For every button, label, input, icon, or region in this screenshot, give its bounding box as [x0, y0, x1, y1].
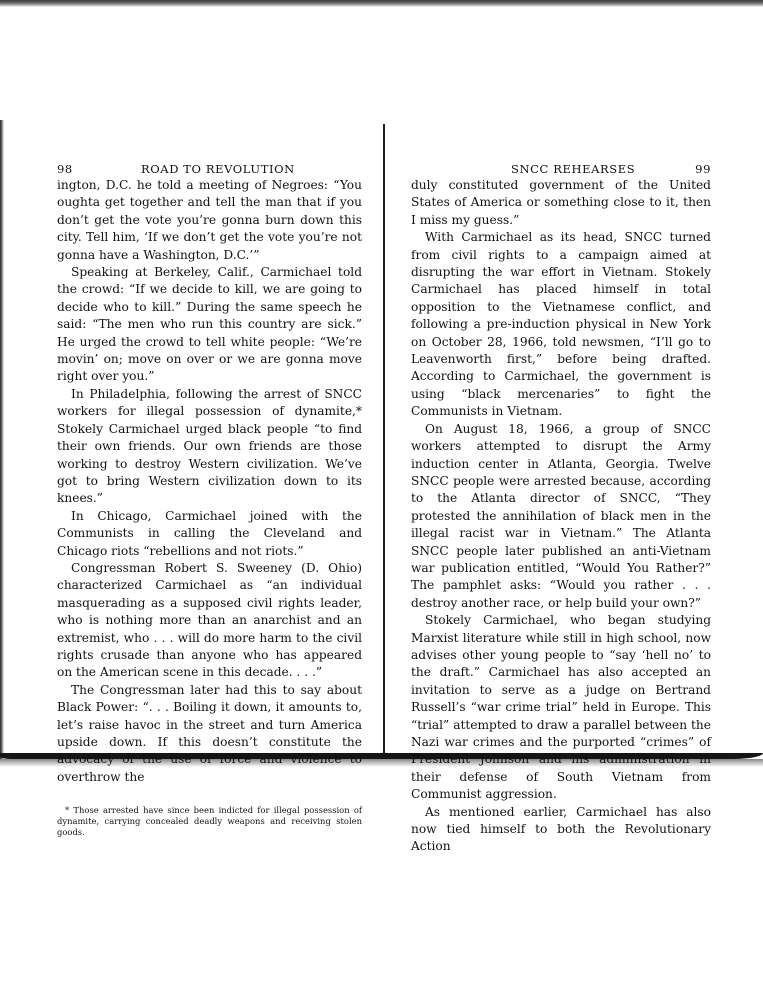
paragraph: On August 18, 1966, a group of SNCC workers attempted to disrupt the Army induction center in Atlanta, Georgia. Twelve SNCC people were arrested because, according to the Atlanta director of SNCC, “They protested the annihilation of black men in the illegal racist war in Vietnam.” The Atlanta SNCC people later published an anti-Vietnam war publication entitled, “Would You Rather?” The pamphlet asks: “Would you rather . . . destroy another race, or help build your own?” — [411, 421, 711, 610]
left-page-body — [57, 177, 362, 786]
page-number-right: 99 — [695, 162, 711, 176]
right-running-head — [411, 162, 711, 177]
paragraph: As mentioned earlier, Carmichael has also now tied himself to both the Revolutionary Action — [411, 804, 711, 854]
paragraph: The Congressman later had this to say about Black Power: “. . . Boiling it down, it amounts to, let’s raise havoc in the street and turn America upside down. If this doesn’t constitute the advocacy of the use of force and violence to overthrow the — [57, 682, 362, 784]
paragraph: duly constituted government of the United States of America or something close to it, then I miss my guess.” — [411, 178, 711, 227]
page-number-left: 98 — [57, 162, 73, 176]
paragraph: In Philadelphia, following the arrest of SNCC workers for illegal possession of dynamite,* Stokely Carmichael urged black people “to find their own friends. Our own friends are those working to destroy Western civilization. We’ve got to bring Western civilization down to its knees.” — [57, 386, 362, 506]
left-page — [57, 162, 362, 838]
right-page — [411, 162, 711, 856]
paragraph: In Chicago, Carmichael joined with the Communists in calling the Cleveland and Chicago riots “rebellions and not riots.” — [57, 508, 362, 558]
paragraph: With Carmichael as its head, SNCC turned from civil rights to a campaign aimed at disrupting the war effort in Vietnam. Stokely Carmichael has placed himself in total opposition to the Vietnamese conflict, and following a pre-induction physical in New York on October 28, 1966, told newsmen, “I’ll go to Leavenworth first,” before being drafted. According to Carmichael, the government is using “black mercenaries” to fight the Communists in Vietnam. — [411, 230, 711, 419]
paragraph: Congressman Robert S. Sweeney (D. Ohio) characterized Carmichael as “an individual masquerading as a supposed civil rights leader, who is nothing more than an anarchist and an extremist, who . . . will do more harm to the civil rights crusade than anyone who has appeared on the American scene in this decade. . . .” — [57, 560, 362, 680]
right-page-body — [411, 177, 711, 856]
paragraph: ington, D.C. he told a meeting of Negroes: “You oughta get together and tell the man that if you don’t get the vote you’re gonna burn down this city. Tell him, ‘If we don’t get the vote you’re not gonna have a Washington, D.C.’” — [57, 178, 362, 262]
book-spine-gutter — [383, 124, 385, 764]
scan-edge-top — [0, 0, 763, 7]
running-head-title-left: ROAD TO REVOLUTION — [141, 162, 295, 176]
paragraph: Stokely Carmichael, who began studying Marxist literature while still in high school, now advises other young people to “say ‘hell no’ to the draft.” Carmichael has also accepted an invitation to serve as a judge on Bertrand Russell’s “war crime trial” held in Europe. This “trial” attempted to draw a parallel between the Nazi war crimes and the purported “crimes” of President Johnson and his administration in their defense of South Vietnam from Communist aggression. — [411, 613, 711, 802]
running-head-title-right: SNCC REHEARSES — [511, 162, 636, 176]
scan-edge-left — [0, 120, 4, 760]
paragraph: Speaking at Berkeley, Calif., Carmichael told the crowd: “If we decide to kill, we are going to decide who to kill.” During the same speech he said: “The men who run this country are sick.” He urged the crowd to tell white people: “We’re movin’ on; move on over or we are gonna move right over you.” — [57, 265, 362, 384]
footnote: * Those arrested have since been indicted for illegal possession of dynamite, carrying concealed deadly weapons and receiving stolen goods. — [57, 805, 362, 838]
left-running-head — [57, 162, 362, 177]
